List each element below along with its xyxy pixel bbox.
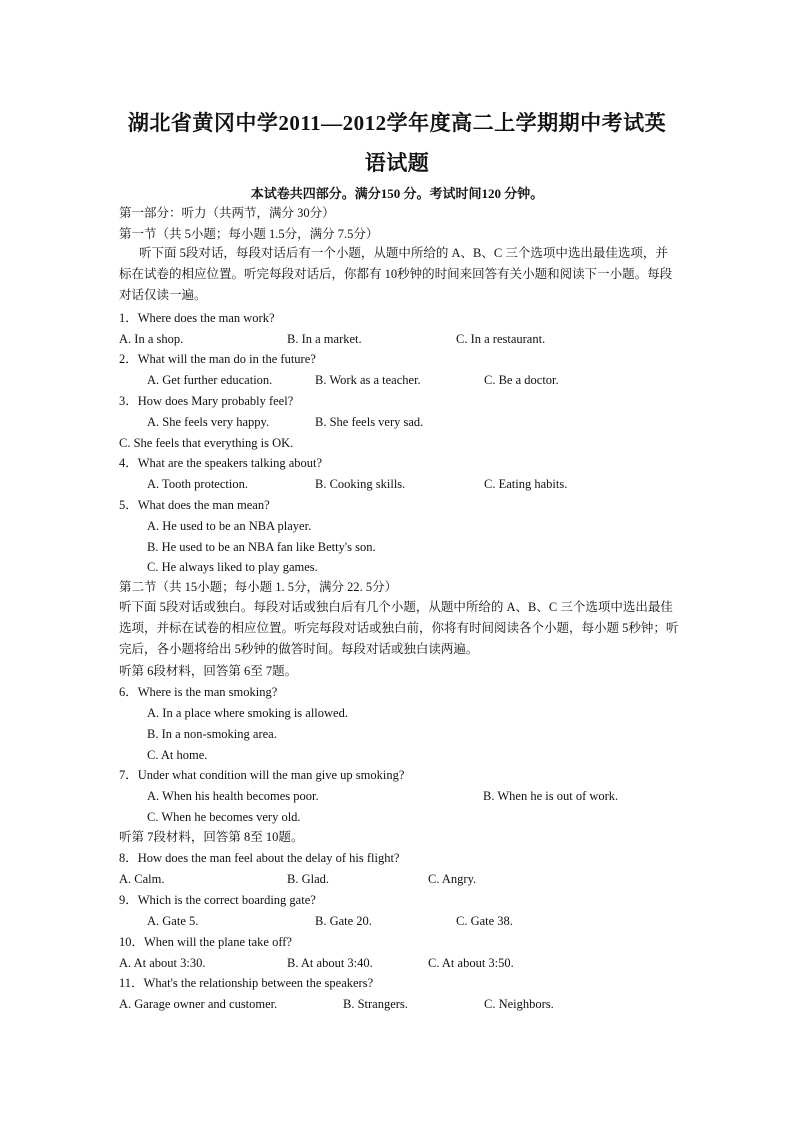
q1-option-c: C. In a restaurant.: [456, 332, 546, 346]
q9-option-c: C. Gate 38.: [456, 914, 513, 928]
q4-option-b: B. Cooking skills.: [315, 477, 406, 491]
q11-option-b: B. Strangers.: [343, 997, 408, 1011]
q7-option-c: C. When he becomes very old.: [147, 810, 301, 824]
q7-option-b: B. When he is out of work.: [483, 789, 619, 803]
q3-option-a: A. She feels very happy.: [147, 415, 270, 429]
q9-option-b: B. Gate 20.: [315, 914, 372, 928]
question-11: 11．What's the relationship between the speakers?: [119, 976, 374, 990]
question-10: 10．When will the plane take off?: [119, 935, 292, 949]
question-8: 8．How does the man feel about the delay of his flight?: [119, 851, 400, 865]
section2-heading: 第二节（共 15小题；每小题 1. 5分，满分 22. 5分）: [119, 580, 398, 594]
q4-option-a: A. Tooth protection.: [147, 477, 248, 491]
question-3: 3．How does Mary probably feel?: [119, 394, 294, 408]
question-5: 5．What does the man mean?: [119, 498, 270, 512]
material-7-note: 听第 7段材料，回答第 8至 10题。: [119, 830, 304, 844]
q10-option-c: C. At about 3:50.: [428, 956, 514, 970]
q2-option-b: B. Work as a teacher.: [315, 373, 421, 387]
q9-option-a: A. Gate 5.: [147, 914, 199, 928]
question-2: 2．What will the man do in the future?: [119, 352, 316, 366]
q1-option-a: A. In a shop.: [119, 332, 184, 346]
q3-option-c: C. She feels that everything is OK.: [119, 436, 294, 450]
q6-option-a: A. In a place where smoking is allowed.: [147, 706, 348, 720]
q11-option-a: A. Garage owner and customer.: [119, 997, 278, 1011]
q6-option-b: B. In a non-smoking area.: [147, 727, 277, 741]
question-1: 1．Where does the man work?: [119, 311, 275, 325]
exam-info: 本试卷共四部分。满分150 分。考试时间120 分钟。: [250, 186, 544, 201]
question-6: 6．Where is the man smoking?: [119, 685, 278, 699]
section1-instructions: 听下面 5段对话，每段对话后有一个小题，从题中所给的 A、B、C 三个选项中选出最佳选项，并标在试卷的相应位置。听完每段对话后，你都有 10秒钟的时间来回答有关小题和阅读下一小题。每段对话仅读一遍。: [119, 246, 673, 302]
q5-option-a: A. He used to be an NBA player.: [147, 519, 312, 533]
q5-option-c: C. He always liked to play games.: [147, 560, 318, 574]
exam-title-line2: 语试题: [364, 151, 430, 175]
question-9: 9．Which is the correct boarding gate?: [119, 893, 316, 907]
q8-option-b: B. Glad.: [287, 872, 330, 886]
question-7: 7．Under what condition will the man give up smoking?: [119, 768, 405, 782]
section1-heading: 第一节（共 5小题；每小题 1.5分，满分 7.5分）: [119, 227, 379, 241]
q3-option-b: B. She feels very sad.: [315, 415, 424, 429]
q4-option-c: C. Eating habits.: [484, 477, 568, 491]
question-4: 4．What are the speakers talking about?: [119, 456, 323, 470]
section2-instructions: 听下面 5段对话或独白。每段对话或独白后有几个小题，从题中所给的 A、B、C 三个选项中选出最佳选项，并标在试卷的相应位置。听完每段对话或独白前，你将有时间阅读各个小题，每小题 5秒钟；听完后，各小题将给出 5秒钟的做答时间。每段对话或独白读两遍。: [119, 600, 679, 656]
q8-option-a: A. Calm.: [119, 872, 165, 886]
exam-title-line1: 湖北省黄冈中学2011—2012学年度高二上学期期中考试英: [127, 111, 667, 135]
q2-option-a: A. Get further education.: [147, 373, 273, 387]
q7-option-a: A. When his health becomes poor.: [147, 789, 319, 803]
part1-heading: 第一部分：听力（共两节，满分 30分）: [119, 206, 335, 220]
material-6-note: 听第 6段材料，回答第 6至 7题。: [119, 664, 298, 678]
q5-option-b: B. He used to be an NBA fan like Betty's son.: [147, 540, 376, 554]
q10-option-a: A. At about 3:30.: [119, 956, 206, 970]
q8-option-c: C. Angry.: [428, 872, 477, 886]
q2-option-c: C. Be a doctor.: [484, 373, 559, 387]
q6-option-c: C. At home.: [147, 748, 208, 762]
q10-option-b: B. At about 3:40.: [287, 956, 373, 970]
q11-option-c: C. Neighbors.: [484, 997, 554, 1011]
q1-option-b: B. In a market.: [287, 332, 362, 346]
